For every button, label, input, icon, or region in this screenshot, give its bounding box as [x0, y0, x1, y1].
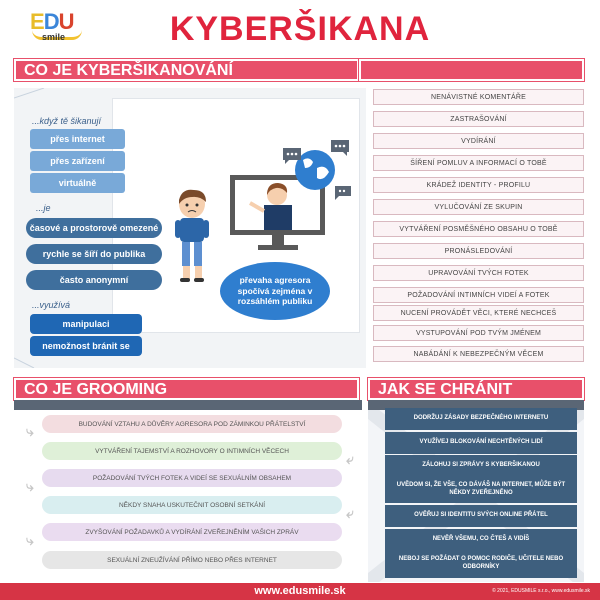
grooming-step-5: ZVYŠOVÁNÍ POŽADAVKŮ A VYDÍRÁNÍ ZVEŘEJNĚNÍM VAŠICH ZPRÁV [42, 523, 342, 541]
curve-arrow-icon: ⤷ [26, 479, 34, 495]
pill-spreads-fast: rychle se šíří do publika [26, 244, 162, 264]
page-title: KYBERŠIKANA [169, 10, 431, 48]
section-what-header [14, 59, 359, 81]
grooming-step-2: VYTVÁŘENÍ TAJEMSTVÍ A ROZHOVORY O INTIMNÍCH VĚCECH [42, 442, 342, 460]
pill-virtual: virtuálně [30, 173, 125, 193]
type-item: ŠÍŘENÍ POMLUV A INFORMACÍ O TOBĚ [373, 155, 584, 171]
protect-tip: NEBOJ SE POŽÁDAT O POMOC RODIČE, UČITELE NEBO ODBORNÍKY [385, 550, 577, 578]
curve-arrow-icon: ⤶ [346, 506, 354, 522]
type-item: NENÁVISTNÉ KOMENTÁŘE [373, 89, 584, 105]
section-what-title: CO JE KYBERŠIKANOVÁNÍ [24, 62, 233, 79]
protect-tip: UVĚDOM SI, ŽE VŠE, CO DÁVÁŠ NA INTERNET, MŮŽE BÝT NĚKDY ZVEŘEJNĚNO [385, 477, 577, 503]
type-item: UPRAVOVÁNÍ TVÝCH FOTEK [373, 265, 584, 281]
protect-tip: ZÁLOHUJ SI ZPRÁVY S KYBERŠIKANOU [385, 455, 577, 477]
curve-arrow-icon: ⤷ [26, 533, 34, 549]
pill-limited: časové a prostorově omezené [26, 218, 162, 238]
type-item: KRÁDEŽ IDENTITY - PROFILU [373, 177, 584, 193]
type-item: VYTVÁŘENÍ POSMĚŠNÉHO OBSAHU O TOBĚ [373, 221, 584, 237]
section-what-header-ext [359, 59, 584, 81]
footer-copyright: © 2021, EDUSMILE s.r.o., www.edusmile.sk [492, 588, 590, 594]
protect-tip: NEVĚŘ VŠEMU, CO ČTEŠ A VIDÍŠ [385, 529, 577, 551]
speech-bubble: převaha agresora spočívá zejména v rozsáhlém publiku [220, 262, 330, 320]
type-item: VYLUČOVÁNÍ ZE SKUPIN [373, 199, 584, 215]
pill-via-internet: přes internet [30, 129, 125, 149]
type-item: NUCENÍ PROVÁDĚT VĚCI, KTERÉ NECHCEŠ [373, 305, 584, 321]
grooming-step-4: NĚKDY SNAHA USKUTEČNIT OSOBNÍ SETKÁNÍ [42, 496, 342, 514]
logo-edu-text: EDU [30, 9, 74, 34]
logo-smile-text: smile [42, 32, 66, 42]
type-item: ZASTRAŠOVÁNÍ [373, 111, 584, 127]
protect-tip: OVĚŘUJ SI IDENTITU SVÝCH ONLINE PŘÁTEL [385, 505, 577, 527]
footer-bar [0, 583, 600, 600]
grooming-divider [14, 400, 362, 410]
pill-manipulation: manipulaci [30, 314, 142, 334]
type-item: PRONÁSLEDOVÁNÍ [373, 243, 584, 259]
pill-defenseless: nemožnost bránit se [30, 336, 142, 356]
curve-arrow-icon: ⤶ [346, 452, 354, 468]
pill-anonymous: často anonymní [26, 270, 162, 290]
type-item: NABÁDÁNÍ K NEBEZPEČNÝM VĚCEM [373, 346, 584, 362]
type-item: VYSTUPOVÁNÍ POD TVÝM JMÉNEM [373, 325, 584, 341]
footer-url[interactable]: www.edusmile.sk [254, 585, 346, 597]
section-protect-title: JAK SE CHRÁNIT [378, 381, 513, 398]
grooming-step-1: BUDOVÁNÍ VZTAHU A DŮVĚRY AGRESORA POD ZÁMINKOU PŘÁTELSTVÍ [42, 415, 342, 433]
type-item: VYDÍRÁNÍ [373, 133, 584, 149]
hint-bullied: ...když tě šikanují [32, 116, 102, 126]
section-protect-header [368, 378, 584, 400]
hint-uses: ...využívá [32, 300, 71, 310]
globe-chat-illustration [275, 138, 355, 203]
hint-is: ...je [36, 203, 51, 213]
protect-tip: DODRŽUJ ZÁSADY BEZPEČNÉHO INTERNETU [385, 408, 577, 430]
pill-via-device: přes zařízení [30, 151, 125, 171]
curve-arrow-icon: ⤷ [26, 424, 34, 440]
type-item: POŽADOVÁNÍ INTIMNÍCH VIDEÍ A FOTEK [373, 287, 584, 303]
section-grooming-header [14, 378, 359, 400]
boy-illustration [170, 188, 215, 283]
section-grooming-title: CO JE GROOMING [24, 381, 168, 398]
grooming-step-3: POŽADOVÁNÍ TVÝCH FOTEK A VIDEÍ SE SEXUÁLNÍM OBSAHEM [42, 469, 342, 487]
grooming-step-6: SEXUÁLNÍ ZNEUŽÍVÁNÍ PŘÍMO NEBO PŘES INTERNET [42, 551, 342, 569]
protect-tip: VYUŽÍVEJ BLOKOVÁNÍ NECHTĚNÝCH LIDÍ [385, 432, 577, 454]
